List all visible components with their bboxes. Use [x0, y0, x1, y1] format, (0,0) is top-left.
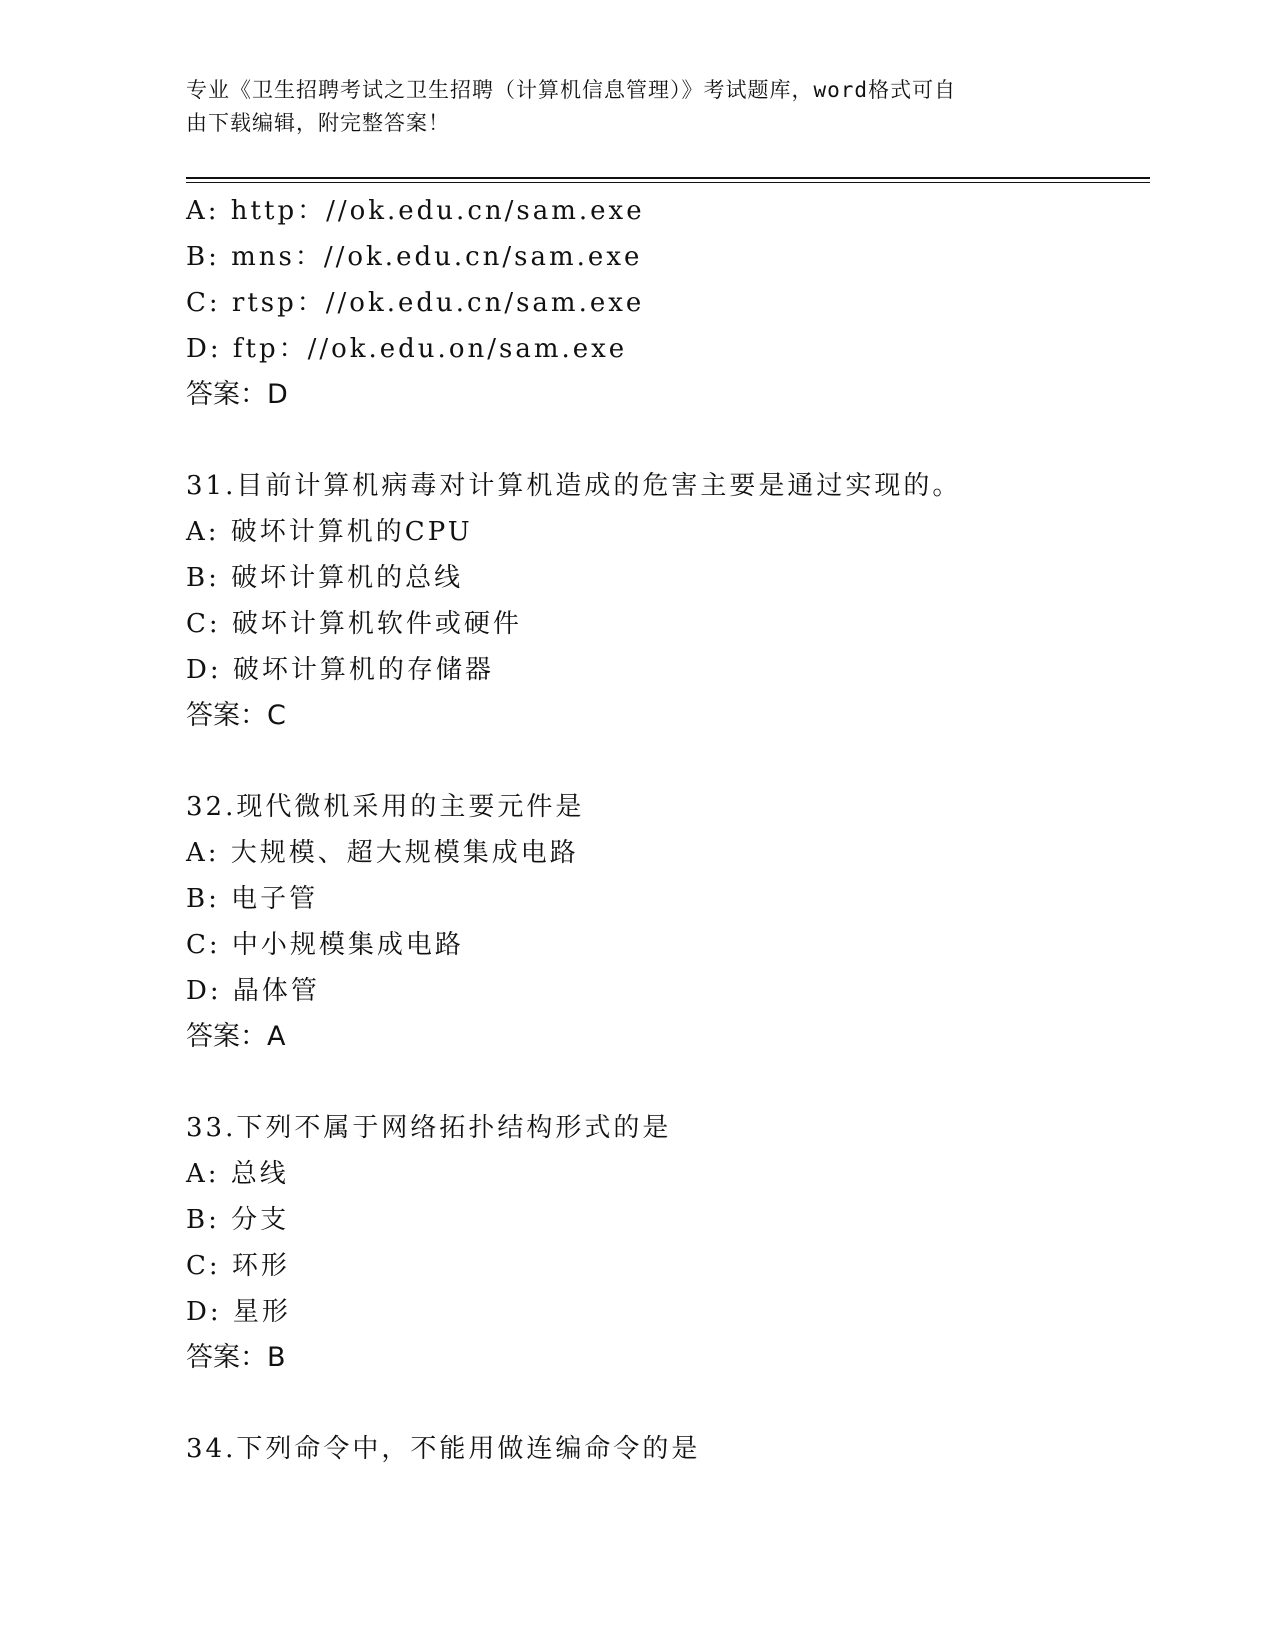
question-list — [186, 188, 1146, 1472]
answer: 答案：B — [186, 1342, 286, 1373]
header-line-2: 由下载编辑，附完整答案！ — [186, 111, 450, 135]
option-a: A: 总线 — [186, 1159, 289, 1189]
spacer — [186, 739, 1146, 784]
question-text: 32.现代微机采用的主要元件是 — [186, 792, 585, 822]
option-c: C: 环形 — [186, 1251, 290, 1281]
question-text: 31.目前计算机病毒对计算机造成的危害主要是通过实现的。 — [186, 471, 962, 501]
answer: 答案：A — [186, 1021, 286, 1052]
spacer — [186, 1381, 1146, 1426]
header-divider-thick — [186, 177, 1150, 179]
question-32 — [186, 784, 1146, 1060]
option-b: B: 分支 — [186, 1205, 290, 1235]
option-c: C: rtsp：//ok.edu.cn/sam.exe — [186, 288, 645, 318]
question-text: 34.下列命令中，不能用做连编命令的是 — [186, 1434, 701, 1464]
option-b: B: 破坏计算机的总线 — [186, 563, 464, 593]
spacer — [186, 418, 1146, 463]
header-divider-thin — [186, 182, 1150, 183]
header-line-1: 专业《卫生招聘考试之卫生招聘（计算机信息管理）》考试题库，word格式可自 — [186, 78, 957, 102]
option-d: D: ftp：//ok.edu.on/sam.exe — [186, 334, 628, 364]
option-d: D: 晶体管 — [186, 976, 320, 1006]
option-a: A: 破坏计算机的CPU — [186, 517, 473, 547]
question-33 — [186, 1105, 1146, 1381]
option-b: B: mns：//ok.edu.cn/sam.exe — [186, 242, 643, 272]
option-a: A: 大规模、超大规模集成电路 — [186, 838, 579, 868]
answer: 答案：C — [186, 700, 286, 731]
question-text: 33.下列不属于网络拓扑结构形式的是 — [186, 1113, 672, 1143]
option-b: B: 电子管 — [186, 884, 319, 914]
option-c: C: 破坏计算机软件或硬件 — [186, 609, 522, 639]
spacer — [186, 1060, 1146, 1105]
option-a: A: http：//ok.edu.cn/sam.exe — [186, 196, 645, 226]
option-c: C: 中小规模集成电路 — [186, 930, 464, 960]
question-30 — [186, 188, 1146, 418]
document-header — [186, 74, 1066, 140]
question-34 — [186, 1426, 1146, 1472]
option-d: D: 星形 — [186, 1297, 291, 1327]
answer: 答案：D — [186, 379, 288, 410]
option-d: D: 破坏计算机的存储器 — [186, 655, 494, 685]
question-31 — [186, 463, 1146, 739]
